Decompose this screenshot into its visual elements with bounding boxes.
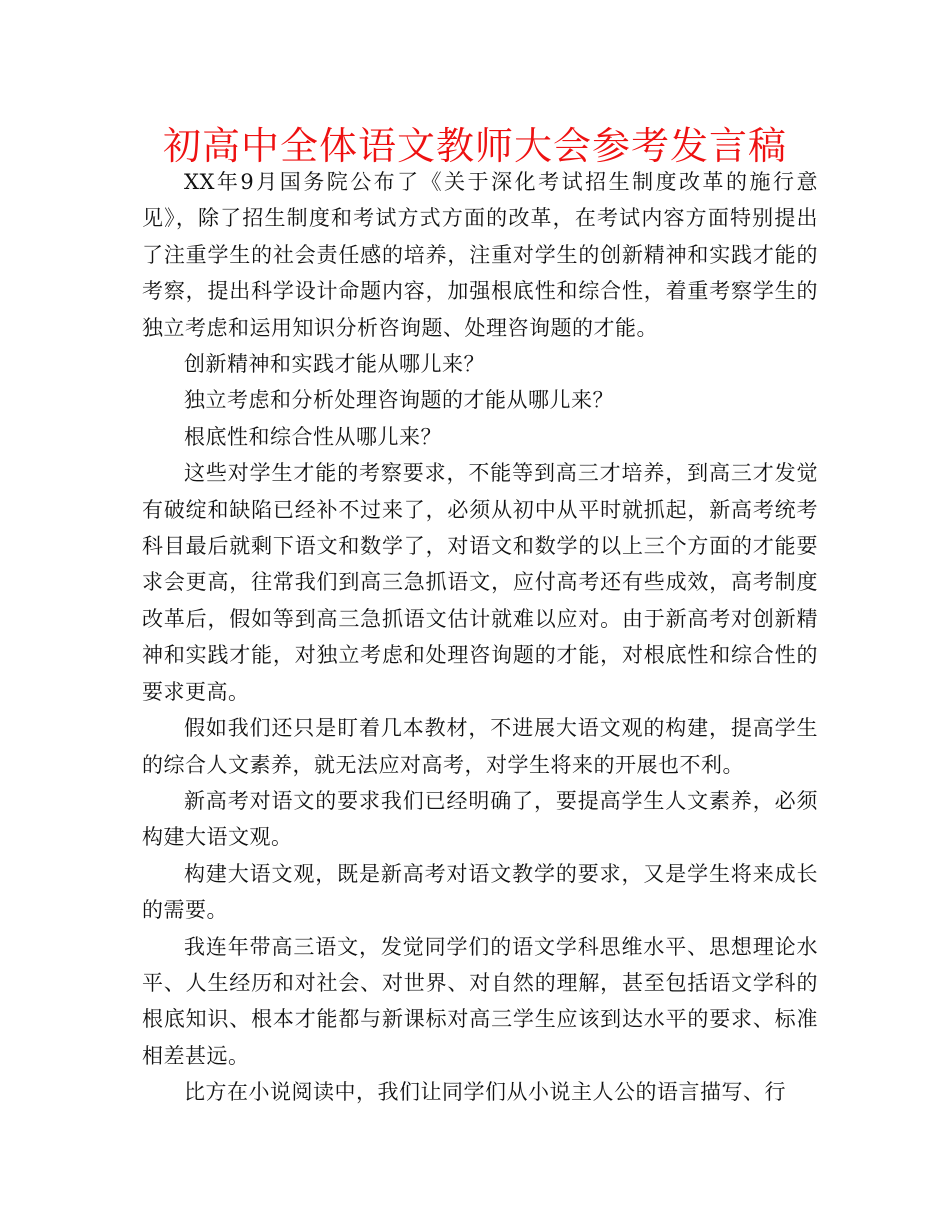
paragraph: 创新精神和实践才能从哪儿来？ — [184, 352, 485, 377]
paragraph: 根底性和综合性从哪儿来？ — [184, 424, 442, 449]
document-body — [142, 164, 818, 1111]
paragraph: 这些对学生才能的考察要求，不能等到高三才培养，到高三才发觉有破绽和缺陷已经补不过来了，必须从初中从平时就抓起，新高考统考科目最后就剩下语文和数学了，对语文和数学的以上三个方面的才能要求会更高，往常我们到高三急抓语文，应付高考还有些成效，高考制度改革后，假如等到高三急抓语文估计就难以应对。由于新高考对创新精神和实践才能，对独立考虑和处理咨询题的才能，对根底性和综合性的要求更高。 — [142, 461, 818, 704]
paragraph: 新高考对语文的要求我们已经明确了，要提高学生人文素养，必须构建大语文观。 — [142, 788, 818, 850]
paragraph: 比方在小说阅读中，我们让同学们从小说主人公的语言描写、行 — [184, 1080, 786, 1105]
paragraph: 构建大语文观，既是新高考对语文教学的要求，又是学生将来成长的需要。 — [142, 861, 818, 923]
paragraph: 我连年带高三语文，发觉同学们的语文学科思维水平、思想理论水平、人生经历和对社会、对世界、对自然的理解，甚至包括语文学科的根底知识、根本才能都与新课标对高三学生应该到达水平的要求、标准相差甚远。 — [142, 934, 818, 1068]
document-title: 初高中全体语文教师大会参考发言稿 — [162, 124, 787, 168]
paragraph: XX年9月国务院公布了《关于深化考试招生制度改革的施行意见》，除了招生制度和考试方式方面的改革，在考试内容方面特别提出了注重学生的社会责任感的培养，注重对学生的创新精神和实践才能的考察，提出科学设计命题内容，加强根底性和综合性，着重考察学生的独立考虑和运用知识分析咨询题、处理咨询题的才能。 — [142, 170, 818, 340]
paragraph: 独立考虑和分析处理咨询题的才能从哪儿来？ — [184, 388, 614, 413]
paragraph: 假如我们还只是盯着几本教材，不进展大语文观的构建，提高学生的综合人文素养，就无法应对高考，对学生将来的开展也不利。 — [142, 716, 818, 777]
